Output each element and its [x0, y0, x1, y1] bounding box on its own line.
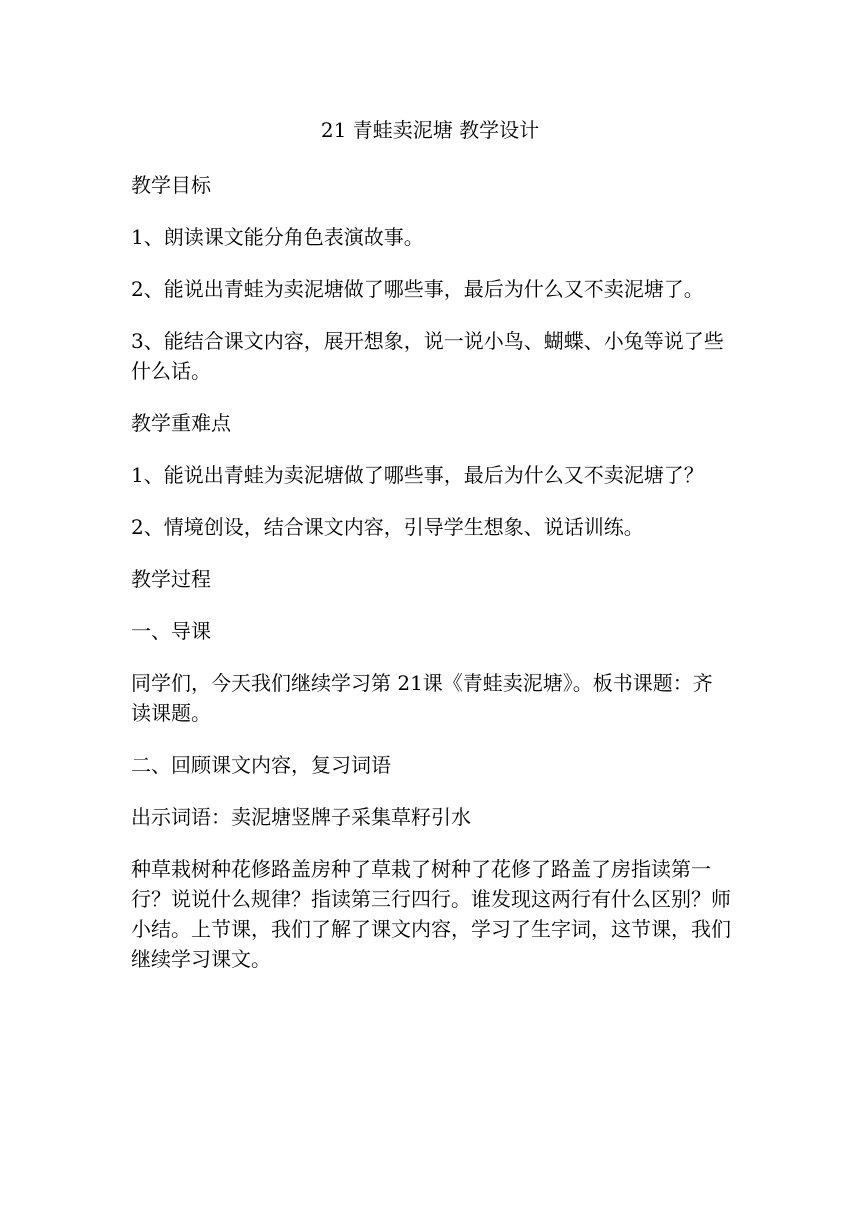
paragraph-key-point-2: 2、情境创设，结合课文内容，引导学生想象、说话训练。 [131, 515, 644, 539]
document-body [131, 170, 731, 996]
document-title: 21 青蛙卖泥塘 教学设计 [320, 118, 540, 142]
paragraph-objective-3: 3、能结合课文内容，展开想象，说一说小鸟、蝴蝶、小兔等说了些什么话。 [131, 329, 724, 383]
paragraph-objective-2: 2、能说出青蛙为卖泥塘做了哪些事，最后为什么又不卖泥塘了。 [131, 277, 704, 301]
subsection-heading-review: 二、回顾课文内容，复习词语 [131, 753, 391, 777]
section-heading-objectives: 教学目标 [131, 173, 211, 197]
paragraph-introduction: 同学们，今天我们继续学习第 21课《青蛙卖泥塘》。板书课题：齐读课题。 [131, 671, 713, 725]
subsection-heading-introduction: 一、导课 [131, 619, 211, 643]
paragraph-vocabulary: 出示词语：卖泥塘竖牌子采集草籽引水 [131, 805, 471, 829]
section-heading-key-points: 教学重难点 [131, 411, 231, 435]
paragraph-vocabulary-practice: 种草栽树种花修路盖房种了草栽了树种了花修了路盖了房指读第一行？说说什么规律？指读第三行四行。谁发现这两行有什么区别？师小结。上节课，我们了解了课文内容，学习了生字词，这节课，我们继续学习课文。 [131, 857, 731, 971]
paragraph-key-point-1: 1、能说出青蛙为卖泥塘做了哪些事，最后为什么又不卖泥塘了？ [131, 463, 704, 487]
section-heading-process: 教学过程 [131, 567, 211, 591]
paragraph-objective-1: 1、朗读课文能分角色表演故事。 [131, 225, 424, 249]
